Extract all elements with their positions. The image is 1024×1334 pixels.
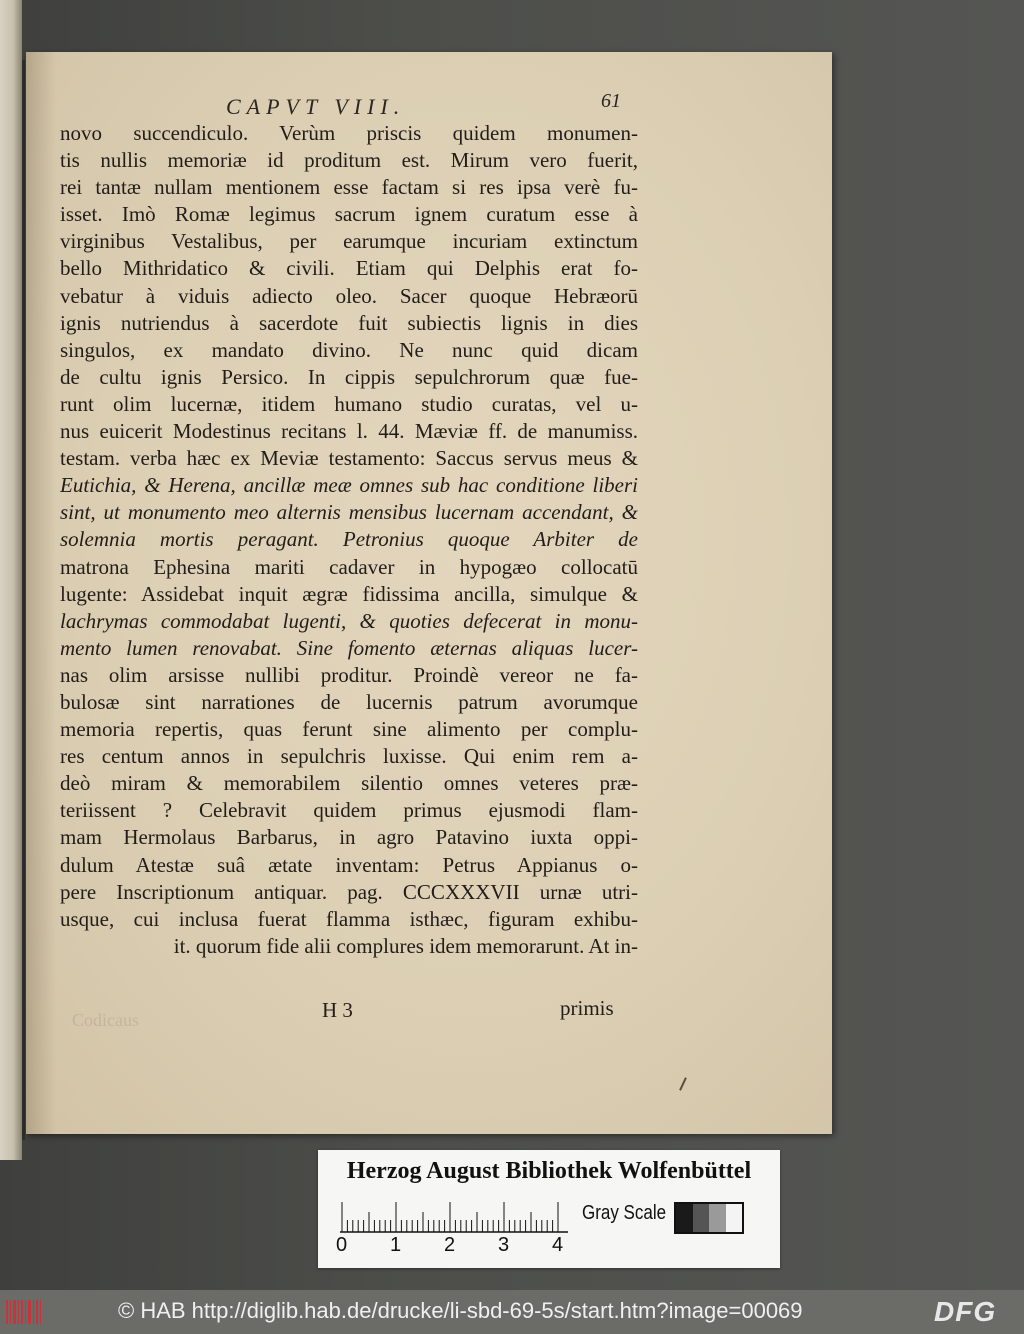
text-line: bello Mithridatico & civili. Etiam qui Delphis erat fo-: [60, 256, 638, 281]
grayscale-label: Gray Scale: [582, 1202, 667, 1224]
text-line: isset. Imò Romæ legimus sacrum ignem curatum esse à: [60, 202, 638, 227]
text-line: bulosæ sint narrationes de lucernis patrum avorumque: [60, 689, 638, 714]
scale-number: 0: [336, 1234, 348, 1256]
text-line: Eutichia, & Herena, ancillæ meæ omnes sub hac conditione liberi: [60, 473, 638, 498]
grayscale-step: [709, 1204, 726, 1232]
bleed-through-text: Codicaus: [72, 1010, 139, 1030]
grayscale-step: [676, 1204, 693, 1232]
text-line: singulos, ex mandato divino. Ne nunc quid dicam: [60, 337, 638, 362]
catchword: primis: [560, 996, 614, 1020]
text-line: dulum Atestæ suâ ætate inventam: Petrus Appianus o-: [60, 852, 638, 877]
footer-bar: [0, 1290, 1024, 1334]
dfg-logo: DFG: [934, 1296, 997, 1327]
text-line: novo succendiculo. Verùm priscis quidem monumen-: [60, 121, 638, 145]
binding-shadow: [22, 60, 25, 1140]
page-number: 61: [601, 90, 621, 112]
text-line: mento lumen renovabat. Sine fomento æternas aliquas lucer-: [60, 635, 638, 660]
text-line: testam. verba hæc ex Meviæ testamento: Saccus servus meus &: [60, 446, 638, 471]
text-line: matrona Ephesina mariti cadaver in hypogæo collocatū: [60, 554, 638, 579]
text-line: lachrymas commodabat lugenti, & quoties defecerat in monu-: [60, 608, 638, 633]
text-line: deò miram & memorabilem silentio omnes veteres præ-: [60, 771, 638, 796]
scale-numbers: [336, 1234, 576, 1258]
text-line: de cultu ignis Persico. In cippis sepulchrorum quæ fue-: [60, 364, 638, 389]
text-line: teriissent ? Celebravit quidem primus ejusmodi flam-: [60, 798, 638, 823]
barcode-icon: [4, 1296, 46, 1328]
previous-page-edge: [0, 0, 22, 1160]
paper-blemish: [679, 1077, 687, 1091]
body-text: [60, 120, 638, 960]
page-gutter-shadow: [26, 52, 56, 1134]
copyright-url: © HAB http://diglib.hab.de/drucke/li-sbd-69-5s/start.htm?image=00069: [118, 1298, 803, 1323]
scale-number: 4: [552, 1234, 564, 1256]
book-page: [26, 52, 832, 1134]
text-line: sint, ut monumento meo alternis mensibus lucernam accendant, &: [60, 500, 638, 525]
scale-ruler: [340, 1198, 568, 1234]
text-line: rei tantæ nullam mentionem esse factam si res ipsa verè fu-: [60, 175, 638, 200]
text-line: tis nullis memoriæ id proditum est. Mirum vero fuerit,: [60, 148, 638, 173]
scale-number: 2: [444, 1234, 456, 1256]
text-line: nus euicerit Modestinus recitans l. 44. Mæviæ ff. de manumiss.: [60, 419, 638, 444]
grayscale-swatch: [674, 1202, 744, 1234]
text-line: lugente: Assidebat inquit ægræ fidissima ancilla, simulque &: [60, 581, 638, 606]
text-line: usque, cui inclusa fuerat flamma isthæc, figuram exhibu-: [60, 906, 638, 931]
text-line: ignis nutriendus à sacerdote fuit subiectis lignis in dies: [60, 310, 638, 335]
grayscale-step: [693, 1204, 710, 1232]
archive-label: [318, 1150, 780, 1268]
scale-number: 1: [390, 1234, 402, 1256]
text-line: pere Inscriptionum antiquar. pag. CCCXXXVII urnæ utri-: [60, 879, 638, 904]
grayscale-step: [726, 1204, 743, 1232]
text-line: vebatur à viduis adiecto oleo. Sacer quoque Hebræorū: [60, 283, 638, 308]
signature-mark: H 3: [322, 998, 353, 1022]
ruler-ticks: [340, 1198, 568, 1234]
text-line: memoria repertis, quas ferunt sine alimento per complu-: [60, 717, 638, 742]
text-line: runt olim lucernæ, itidem humano studio curatas, vel u-: [60, 391, 638, 416]
scale-number: 3: [498, 1234, 510, 1256]
text-line: solemnia mortis peragant. Petronius quoque Arbiter de: [60, 527, 638, 552]
text-line: it. quorum fide alii complures idem memorarunt. At in-: [173, 933, 638, 958]
running-head: CAPVT VIII.: [226, 94, 406, 119]
text-line: nas olim arsisse nullibi proditur. Proindè vereor ne fa-: [60, 662, 638, 687]
text-line: virginibus Vestalibus, per earumque incuriam extinctum: [60, 229, 638, 254]
library-name: Herzog August Bibliothek Wolfenbüttel: [346, 1158, 752, 1184]
text-line: mam Hermolaus Barbarus, in agro Patavino iuxta oppi-: [60, 825, 638, 850]
text-line: res centum annos in sepulchris luxisse. Qui enim rem a-: [60, 744, 638, 769]
